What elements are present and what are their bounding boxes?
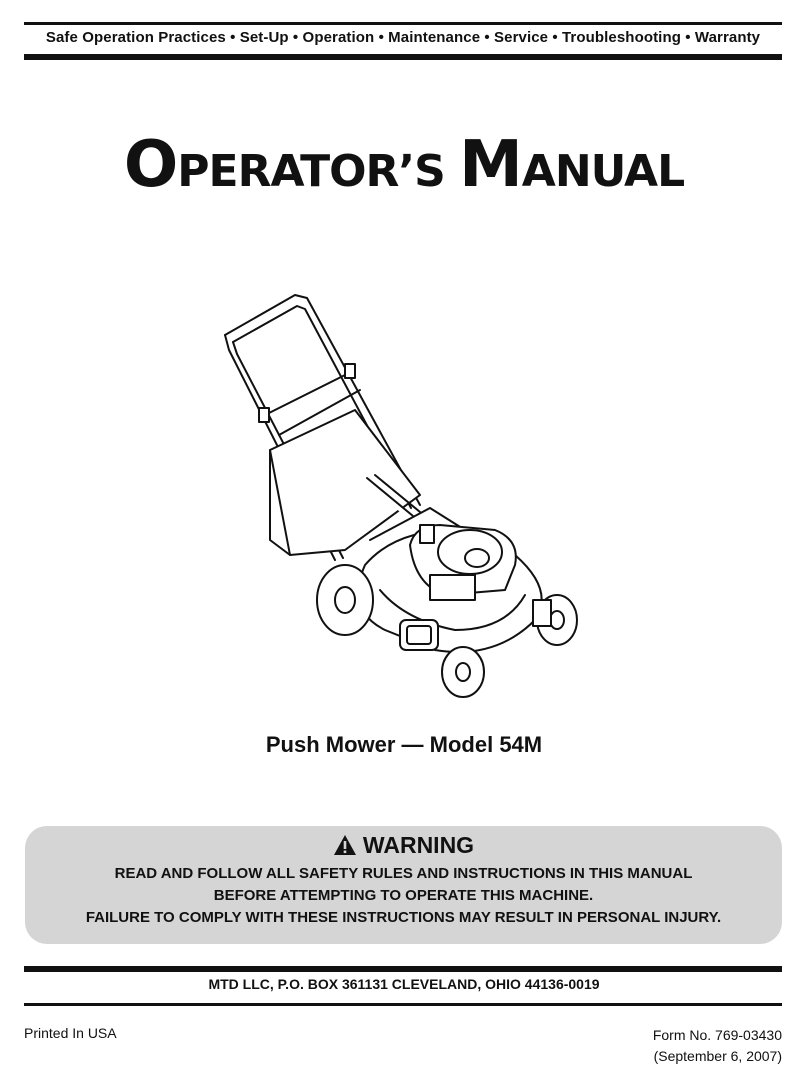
warning-text (25, 863, 782, 929)
section-nav-line: Safe Operation Practices • Set-Up • Operation • Maintenance • Service • Troubleshooting • Warranty (45, 29, 761, 46)
top-rule-upper (24, 22, 782, 25)
address-rule-upper (24, 966, 782, 972)
printed-in-label: Printed In USA (24, 1025, 117, 1041)
warning-box (25, 826, 782, 944)
push-lawn-mower-illustration (215, 290, 585, 710)
company-address: MTD LLC, P.O. BOX 361131 CLEVELAND, OHIO 44136-0019 (208, 976, 600, 992)
manual-title: OPERATOR’S MANUAL (123, 128, 685, 202)
model-line: Push Mower — Model 54M (265, 732, 543, 757)
warning-heading: WARNING (25, 832, 782, 859)
form-number-block (653, 1025, 782, 1067)
form-date: (September 6, 2007) (653, 1048, 782, 1064)
warning-triangle-icon (333, 834, 357, 856)
address-rule-lower (24, 1003, 782, 1006)
top-rule-lower (24, 54, 782, 60)
warning-line-2: BEFORE ATTEMPTING TO OPERATE THIS MACHINE. (213, 887, 594, 904)
form-number: Form No. 769-03430 (652, 1027, 782, 1043)
warning-line-3: FAILURE TO COMPLY WITH THESE INSTRUCTIONS MAY RESULT IN PERSONAL INJURY. (85, 909, 722, 926)
warning-line-1: READ AND FOLLOW ALL SAFETY RULES AND INSTRUCTIONS IN THIS MANUAL (114, 865, 693, 882)
